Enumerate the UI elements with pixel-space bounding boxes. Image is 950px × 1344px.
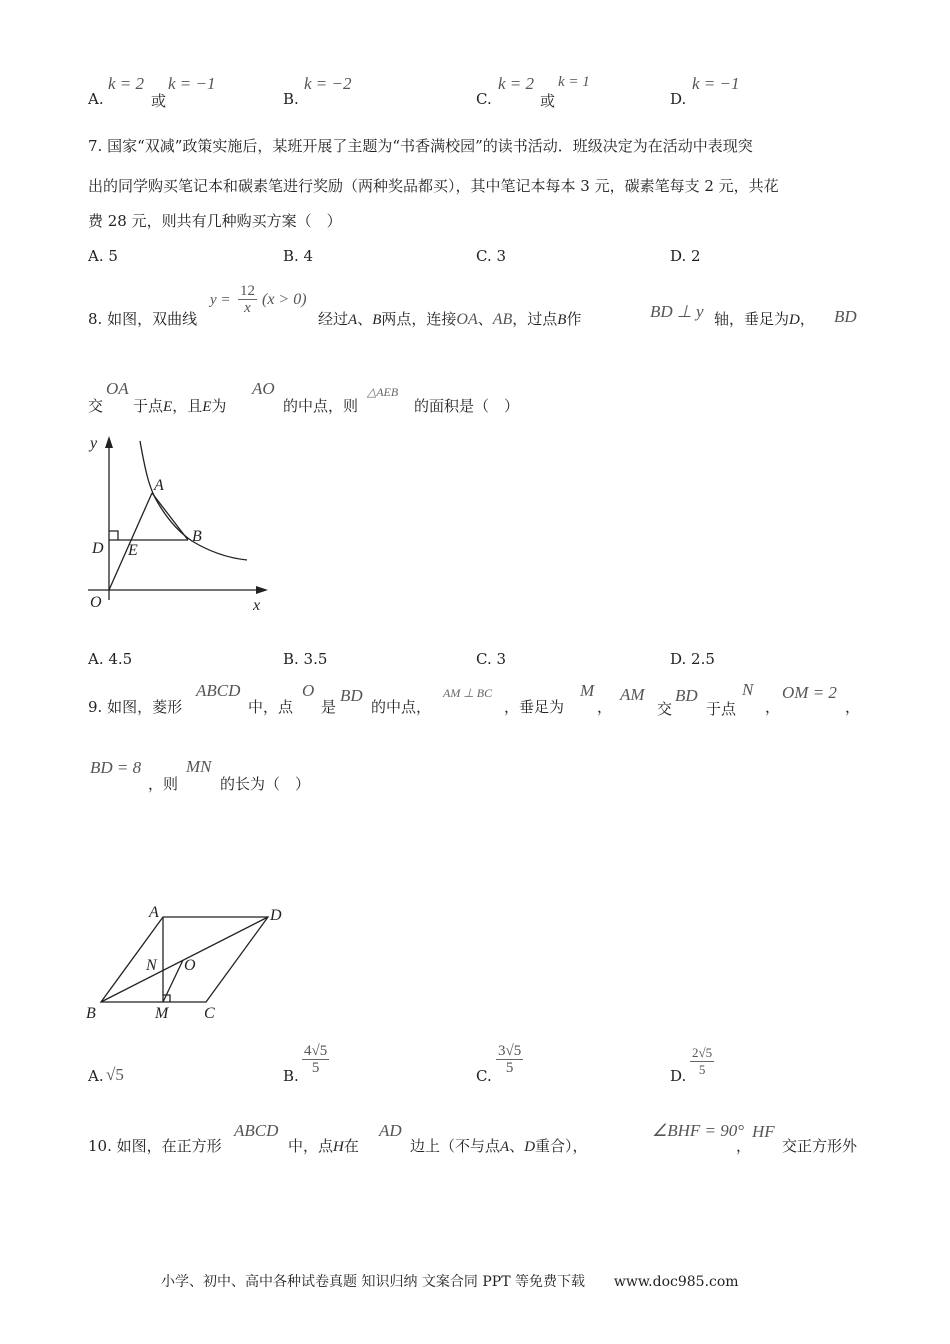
fraction-numerator: 4√5 <box>304 1043 328 1059</box>
q9-t1: 中，点 <box>248 698 294 716</box>
point-e: E <box>202 399 212 415</box>
q10-abcd: ABCD <box>234 1121 279 1140</box>
segment-om <box>163 960 183 1002</box>
text: 边上（不与点 <box>410 1137 501 1155</box>
q8-perp: BD ⊥ y <box>650 302 704 321</box>
q8-prefix: 8. 如图，双曲线 <box>88 310 198 328</box>
q9-perp: AM ⊥ BC <box>443 686 493 700</box>
text: 两点，连接 <box>381 310 457 328</box>
q9-option-c-label: C. <box>476 1067 492 1085</box>
label-o: O <box>184 957 196 974</box>
q9-t6: 交 <box>657 700 673 718</box>
text: 、 <box>477 310 493 328</box>
label-e: E <box>128 542 138 559</box>
q9-n: N <box>742 680 754 699</box>
q10-angle: ∠BHF = 90° <box>652 1121 745 1140</box>
q9-o: O <box>302 681 315 700</box>
q6-option-c-expr1: k = 2 <box>498 74 535 93</box>
label-a: A <box>154 477 164 494</box>
q6-option-a-expr1: k = 2 <box>108 74 145 93</box>
label-n: N <box>146 957 157 974</box>
q8-line-2-a: 交 <box>88 397 104 415</box>
label-m: M <box>155 1005 169 1022</box>
fraction-numerator: 3√5 <box>498 1043 522 1059</box>
option-label: A. <box>88 90 104 108</box>
q8-line-2-e: 的中点，则 <box>283 397 359 415</box>
text: 经过 <box>318 310 349 328</box>
q8-line-1-end <box>714 310 815 329</box>
fraction-numerator: 12 <box>240 283 255 299</box>
q9-om: OM = 2 <box>782 683 837 702</box>
q9-bd: BD <box>340 686 363 705</box>
text: ，且 <box>172 397 203 415</box>
footer-text: 小学、初中、高中各种试卷真题 知识归纳 文案合同 PPT 等免费下载 <box>161 1274 585 1290</box>
q9-bd8: BD = 8 <box>90 758 142 777</box>
q7-option-b: B. 4 <box>283 247 314 265</box>
q8-line-1-rest <box>318 310 581 329</box>
point-b: B <box>372 312 382 328</box>
q9-t8: ， <box>765 698 781 716</box>
q10-t7: 交正方形外 <box>782 1137 858 1155</box>
q10-prefix: 10. 如图，在正方形 <box>88 1137 222 1155</box>
text: 中，点 <box>288 1137 334 1155</box>
q9-t2: 是 <box>321 698 337 716</box>
q9-prefix: 9. 如图，菱形 <box>88 698 183 716</box>
segment-oa: OA <box>456 311 478 328</box>
label-b: B <box>192 528 202 545</box>
label-d: D <box>92 540 104 557</box>
q9-t10: ，则 <box>148 775 179 793</box>
fraction-denominator: 5 <box>698 1062 706 1077</box>
label-c: C <box>204 1005 215 1022</box>
q8-option-d: D. 2.5 <box>670 650 715 668</box>
q9-am: AM <box>620 685 645 704</box>
q9-option-a-label: A. <box>88 1067 104 1085</box>
q7-option-c: C. 3 <box>476 247 507 265</box>
q8-line-2-f: 的面积是（ ） <box>414 397 520 415</box>
q8-oa: OA <box>106 379 129 398</box>
q9-option-d-label: D. <box>670 1067 687 1085</box>
q9-t11: 的长为（ ） <box>220 775 311 793</box>
label-b: B <box>86 1005 96 1022</box>
label-x: x <box>253 597 261 614</box>
q9-option-b-fraction <box>302 1043 329 1076</box>
q6-option-c-or: 或 <box>540 92 556 110</box>
q7-line-2: 出的同学购买笔记本和碳素笔进行奖励（两种奖品都买），其中笔记本每本 3 元，碳素笔每支 2 元，共花 <box>88 177 779 195</box>
q9-figure <box>0 0 300 1030</box>
q10-hf: HF <box>752 1122 775 1141</box>
segment-ab: AB <box>492 311 513 328</box>
q9-t3: 的中点， <box>371 698 432 716</box>
text: 在 <box>343 1137 359 1155</box>
q6-option-d-label: D. <box>670 90 687 108</box>
point-b: B <box>557 312 567 328</box>
text: ，过点 <box>512 310 558 328</box>
fraction-denominator: 5 <box>311 1060 320 1076</box>
q6-option-a-or: 或 <box>151 92 167 110</box>
label-o: O <box>90 594 102 611</box>
text: 、 <box>509 1137 525 1155</box>
point-h: H <box>333 1139 344 1155</box>
text: 重合）， <box>535 1137 588 1155</box>
footer-url[interactable]: www.doc985.com <box>613 1274 739 1290</box>
q6-option-a-expr2: k = −1 <box>168 74 216 93</box>
q6-option-b-expr: k = −2 <box>304 74 352 93</box>
q10-t1 <box>288 1137 359 1156</box>
q8-ao: AO <box>252 379 275 398</box>
label-a: A <box>149 904 159 921</box>
fraction-denominator: 5 <box>505 1060 514 1076</box>
text: 作 <box>566 310 582 328</box>
q10-t6: ， <box>736 1137 752 1155</box>
point-a: A <box>500 1139 510 1155</box>
label-d: D <box>270 907 282 924</box>
q8-option-c: C. 3 <box>476 650 507 668</box>
q9-option-c-fraction <box>496 1043 523 1076</box>
q9-m: M <box>580 681 595 700</box>
point-d: D <box>524 1139 536 1155</box>
point-d: D <box>789 312 800 328</box>
q6-option-d-expr: k = −1 <box>692 74 740 93</box>
text: 为 <box>211 397 227 415</box>
q9-option-a-expr: √5 <box>106 1065 124 1084</box>
label-y: y <box>90 435 98 452</box>
q9-t9: ， <box>845 698 861 716</box>
q7-option-d: D. 2 <box>670 247 701 265</box>
q9-abcd: ABCD <box>196 681 241 700</box>
q9-bd2: BD <box>675 686 698 705</box>
q7-option-a: A. 5 <box>88 247 118 265</box>
q9-t4: ，垂足为 <box>504 698 565 716</box>
q8-option-b: B. 3.5 <box>283 650 328 668</box>
text: 轴，垂足为 <box>714 310 790 328</box>
q8-eq-lhs: y = <box>210 292 231 308</box>
q8-bd: BD <box>834 307 857 326</box>
point-a: A <box>348 312 358 328</box>
q8-eq-condition: (x > 0) <box>262 291 307 308</box>
q9-option-d-fraction <box>690 1045 714 1078</box>
fraction-denominator: x <box>244 300 251 316</box>
q6-option-c-expr2: k = 1 <box>558 74 590 90</box>
footer <box>161 1271 739 1291</box>
q8-option-a: A. 4.5 <box>88 650 133 668</box>
q9-option-b-label: B. <box>283 1067 299 1085</box>
q9-mn: MN <box>186 757 212 776</box>
point-e: E <box>163 399 173 415</box>
text: 于点 <box>133 397 164 415</box>
text: 、 <box>357 310 373 328</box>
q10-ad: AD <box>379 1121 402 1140</box>
q8-triangle: △AEB <box>367 385 399 399</box>
q6-option-c-label: C. <box>476 90 492 108</box>
q7-line-3: 费 28 元，则共有几种购买方案（ ） <box>88 212 342 230</box>
q9-t7: 于点 <box>706 700 737 718</box>
q7-line-1: 7. 国家“双减”政策实施后，某班开展了主题为“书香满校园”的读书活动．班级决定为在活动中表现突 <box>88 137 753 155</box>
q10-t3 <box>410 1137 588 1156</box>
fraction-numerator: 2√5 <box>692 1045 713 1060</box>
q9-t5: ， <box>597 698 613 716</box>
q6-option-b-label: B. <box>283 90 299 108</box>
text: ， <box>799 310 815 328</box>
